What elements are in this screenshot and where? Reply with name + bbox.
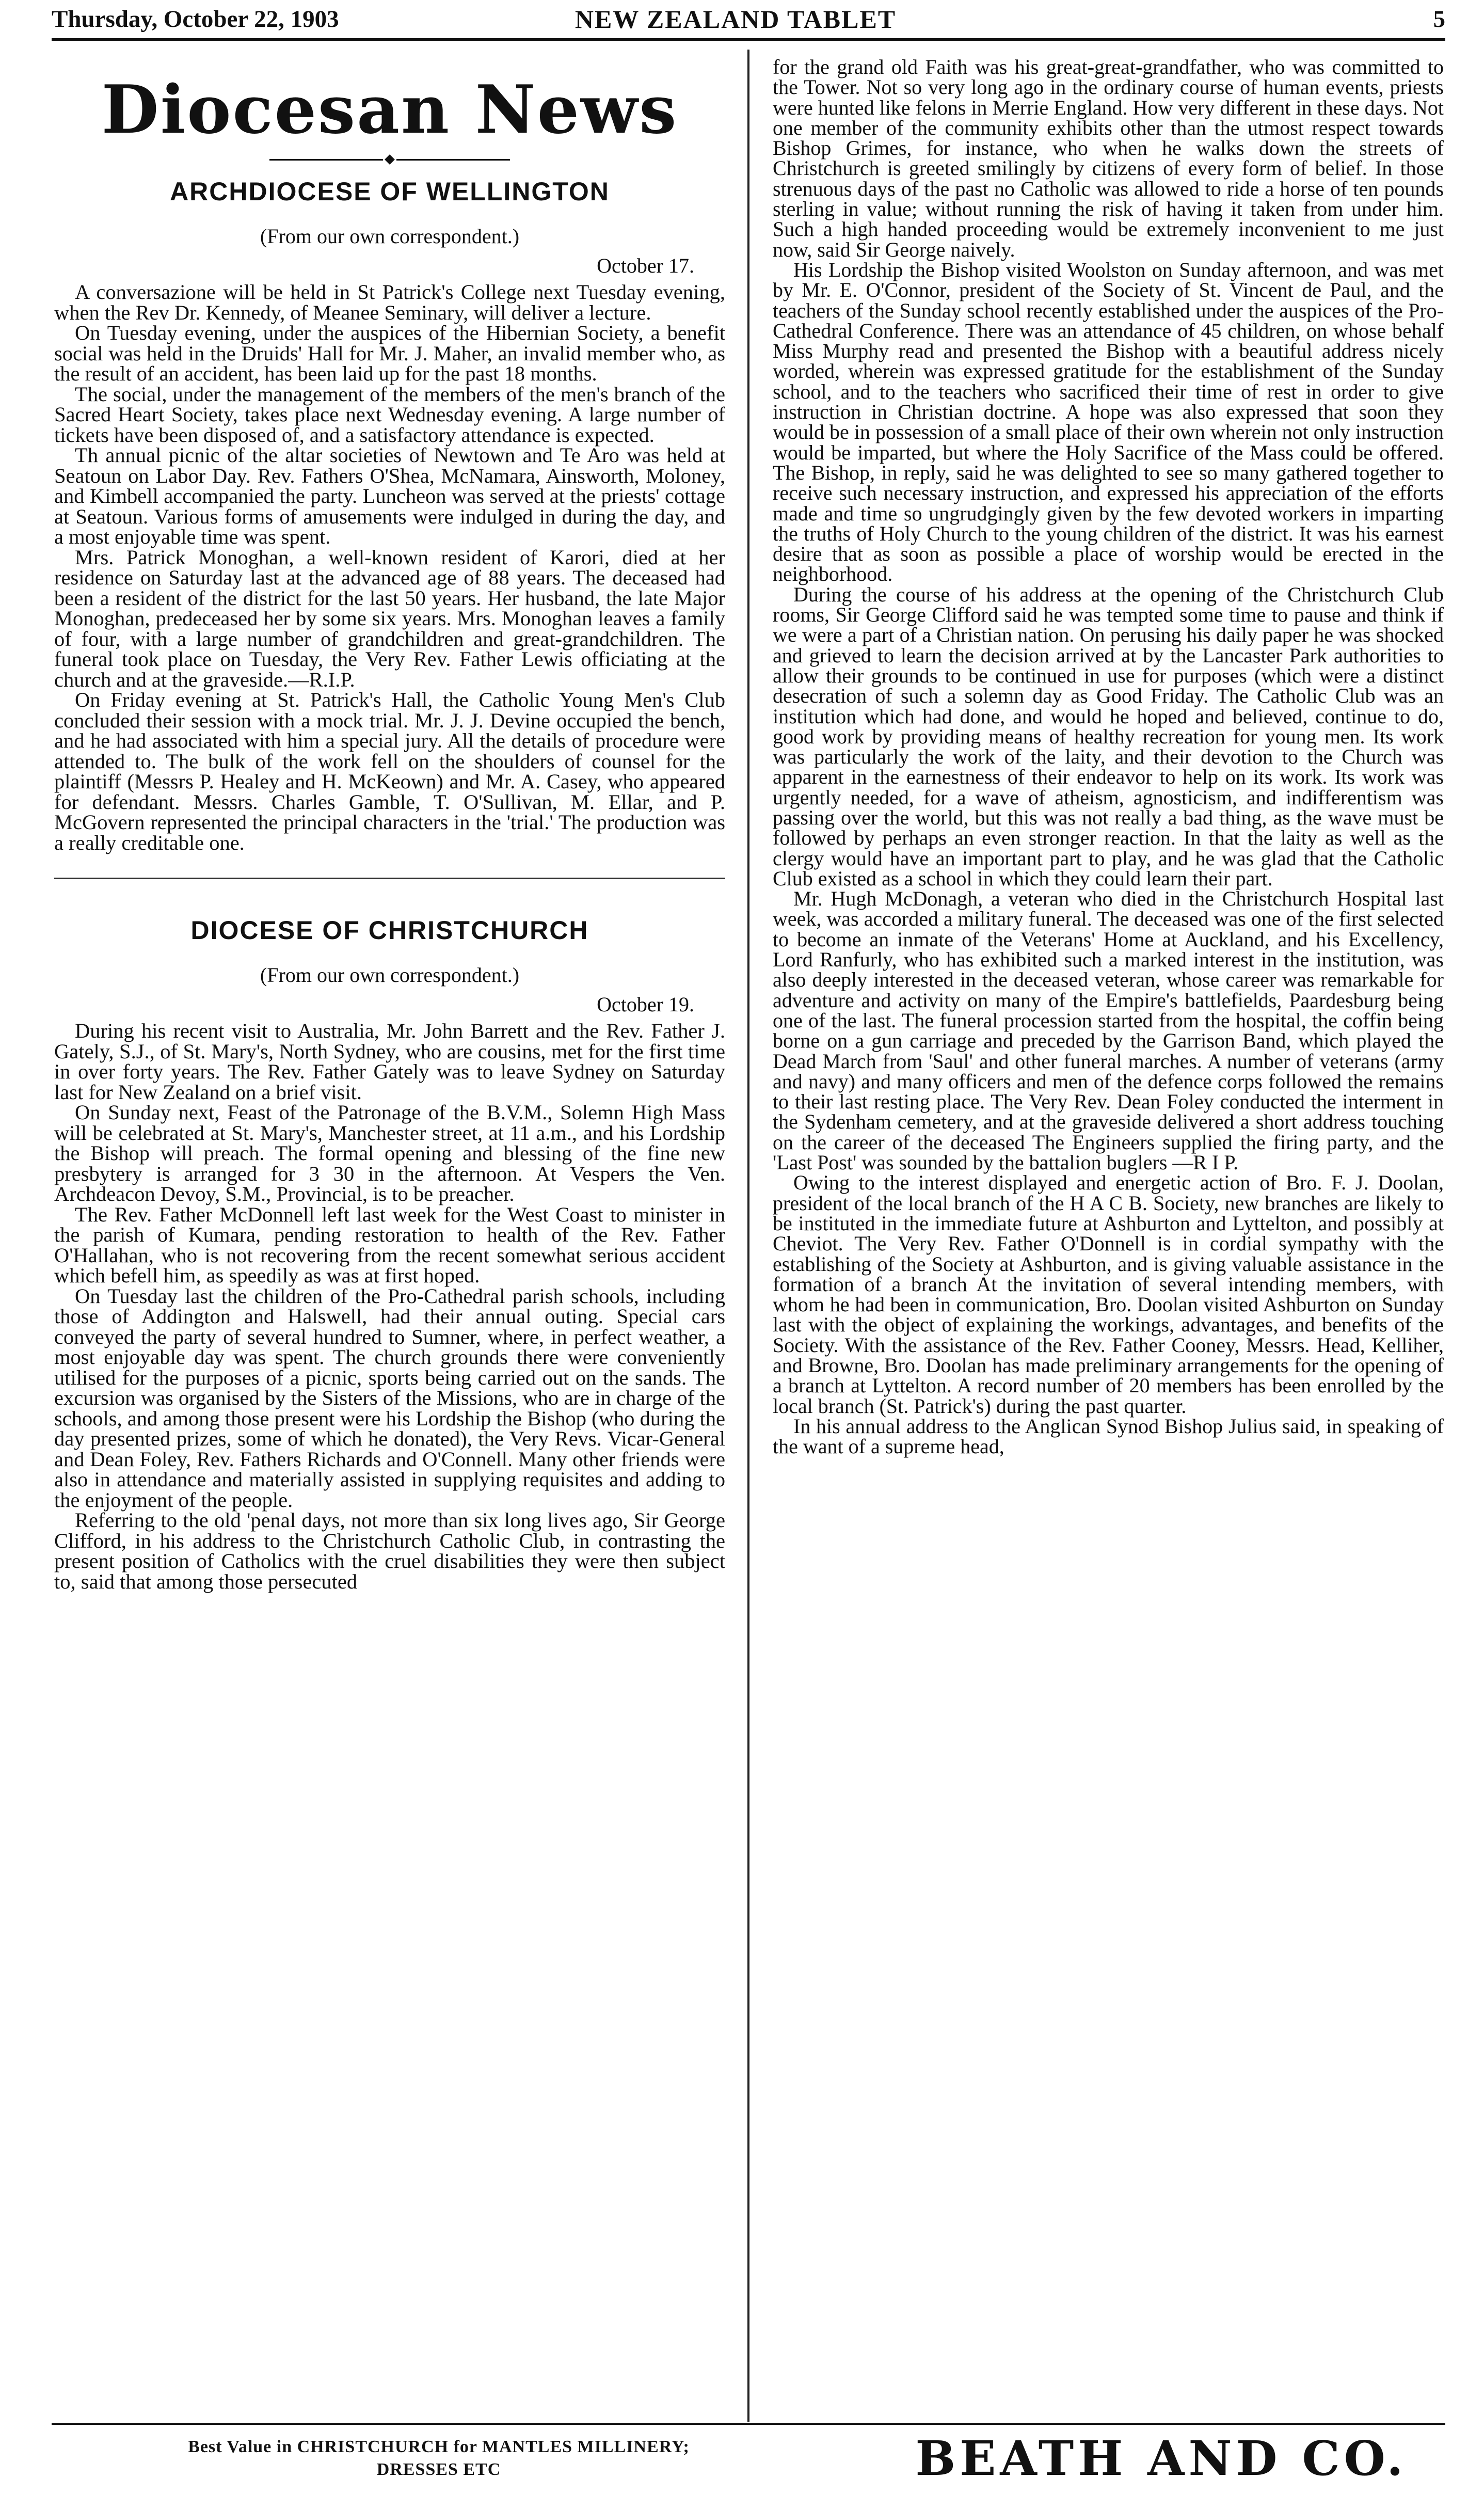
wellington-heading: ARCHDIOCESE OF WELLINGTON — [170, 177, 610, 206]
ornament-divider — [54, 152, 725, 167]
article-paragraph: In his annual address to the Anglican Synod Bishop Julius said, in speaking of the want of a supreme head, — [773, 1414, 1444, 1458]
page-number: 5 — [1433, 6, 1445, 33]
christchurch-heading: DIOCESE OF CHRISTCHURCH — [190, 916, 589, 945]
right-column — [773, 57, 1444, 1456]
article-paragraph: A conversazione will be held in St Patrick's College next Tuesday evening, when the Rev Dr. Kennedy, of Meanee Seminary, will deliver a lecture. — [54, 280, 725, 324]
article-paragraph: Th annual picnic of the altar societies of Newtown and Te Aro was held at Seatoun on Labor Day. Rev. Fathers O'Shea, McNamara, Ainsworth, Moloney, and Kimbell accompanied the party. Luncheon was served at the priests' cottage at Seatoun. Various forms of amusements were indulged in during the day, and a most enjoyable time was spent. — [54, 443, 725, 549]
article-paragraph: The social, under the management of the members of the men's branch of the Sacred Heart Society, takes place next Wednesday evening. A large number of tickets have been disposed of, and a satisfactory attendance is expected. — [54, 382, 725, 447]
column-divider — [747, 50, 749, 2422]
diamond-icon — [385, 154, 395, 165]
footer-advert-text — [103, 2436, 774, 2481]
publication-title: NEW ZEALAND TABLET — [575, 5, 897, 34]
article-paragraph: On Friday evening at St. Patrick's Hall, the Catholic Young Men's Club concluded their session with a mock trial. Mr. J. J. Devine occupied the bench, and he had associated with him a special jury. All the details of procedure were attended to. The bulk of the work fell on the shoulders of counsel for the plaintiff (Messrs P. Healey and H. McKeown) and Mr. A. Casey, who appeared for defendant. Messrs. Charles Gamble, T. O'Sullivan, M. Ellar, and P. McGovern represented the principal characters in the 'trial.' The production was a really creditable one. — [54, 688, 725, 854]
article-paragraph: Mr. Hugh McDonagh, a veteran who died in the Christchurch Hospital last week, was accorded a military funeral. The deceased was one of the first selected to become an inmate of the Veterans' Home at Auckland, and his Excellency, Lord Ranfurly, who has exhibited such a marked interest in the institution, was also deeply interested in the deceased veteran, whose career was remarkable for adventure and activity on many of the Empire's battlefields, Paardesburg being one of the last. The funeral procession started from the hospital, the coffin being borne on a gun carriage and preceded by the Garrison Band, which played the Dead March from 'Saul' and other funeral marches. A number of veterans (army and navy) and many officers and men of the defence corps followed the remains to their last resting place. The Very Rev. Dean Foley conducted the interment in the Sydenham cemetery, and at the graveside delivered a short address touching on the career of the deceased The Engineers supplied the firing party, and the 'Last Post' was sounded by the battalion buglers —R I P. — [773, 887, 1444, 1174]
article-paragraph: His Lordship the Bishop visited Woolston on Sunday afternoon, and was met by Mr. E. O'Connor, president of the Society of St. Vincent de Paul, and the teachers of the Sunday school recently established under the auspices of the Pro-Cathedral Conference. There was an attendance of 45 children, on whose behalf Miss Murphy read and presented the Bishop with a beautiful address nicely worded, wherein was expressed gratitude for the establishment of the Sunday school, and to the teachers who sacrificed their time of rest in order to give instruction in Christian doctrine. A hope was also expressed that soon they would be in possession of a small place of their own wherein not only instruction would be imparted, but where the Holy Sacrifice of the Mass could be offered. The Bishop, in reply, said he was delighted to see so many gathered together to receive such necessary instruction, and expressed his appreciation of the efforts made and time so ungrudgingly given by the few devoted workers in imparting the truths of Holy Church to the young children of the district. It was his earnest desire that as soon as possible a place of worship would be erected in the neighborhood. — [773, 258, 1444, 586]
wellington-section — [54, 177, 725, 853]
advert-line: Best Value in CHRISTCHURCH for MANTLES MILLINERY; — [188, 2437, 690, 2456]
article-paragraph: On Tuesday last the children of the Pro-Cathedral parish schools, including those of Addington and Halswell, had their annual outing. Special cars conveyed the party of several hundred to Sumner, where, in perfect weather, a most enjoyable day was spent. The church grounds there were conveniently utilised for the purposes of a picnic, sports being carried out on the sands. The excursion was organised by the Sisters of the Missions, who are in charge of the schools, and among those present were his Lordship the Bishop (who during the day presented prizes, some of which he donated), the Very Revs. Vicar-General and Dean Foley, Rev. Fathers Richards and O'Connell. Many other friends were also in attendance and materially assisted in supplying requisites and adding to the enjoyment of the people. — [54, 1284, 725, 1512]
advertiser-name: BEATH AND CO. — [915, 2431, 1408, 2486]
wellington-date: October 17. — [597, 254, 694, 278]
article-paragraph: Mrs. Patrick Monoghan, a well-known resident of Karori, died at her residence on Saturday last at the advanced age of 88 years. The deceased had been a resident of the district for the last 50 years. Her husband, the late Major Monoghan, predeceased her by some six years. Mrs. Monoghan leaves a family of four, with a large number of grandchildren and great-grandchildren. The funeral took place on Tuesday, the Very Rev. Father Lewis officiating at the church and at the graveside.—R.I.P. — [54, 545, 725, 691]
footer-rule — [52, 2423, 1445, 2425]
article-paragraph: Referring to the old 'penal days, not more than six long lives ago, Sir George Clifford, in his address to the Christchurch Catholic Club, in contrasting the present position of Catholics with the cruel disabilities they were then subject to, said that among those persecuted — [54, 1508, 725, 1593]
christchurch-byline: (From our own correspondent.) — [260, 963, 520, 987]
christchurch-date: October 19. — [597, 993, 694, 1016]
article-paragraph: During his recent visit to Australia, Mr. John Barrett and the Rev. Father J. Gately, S.J., of St. Mary's, North Sydney, who are cousins, met for the first time in over forty years. The Rev. Father Gately was to leave Sydney on Saturday last for New Zealand on a brief visit. — [54, 1019, 725, 1104]
issue-date: Thursday, October 22, 1903 — [52, 6, 339, 33]
section-rule — [54, 878, 725, 879]
christchurch-section — [54, 915, 725, 1592]
left-column — [54, 57, 725, 1592]
wellington-byline: (From our own correspondent.) — [260, 225, 520, 248]
section-masthead: Diocesan News — [101, 71, 678, 149]
continued-paragraph: for the grand old Faith was his great-great-grandfather, who was committed to the Tower. Not so very long ago in the ordinary course of human events, priests were hunted like felons in Merrie England. How very different in these days. Not one member of the community exhibits other than the utmost respect towards Bishop Grimes, for instance, who when he walks down the streets of Christchurch is greeted smilingly by citizens of every form of belief. In those strenuous days of the past no Catholic was allowed to ride a horse of ten pounds sterling in value; without running the risk of having it taken from under him. Such a high handed proceeding would be extremely inconvenient to me just now, said Sir George naively. — [773, 55, 1444, 261]
article-paragraph: On Sunday next, Feast of the Patronage of the B.V.M., Solemn High Mass will be celebrated at St. Mary's, Manchester street, at 11 a.m., and his Lordship the Bishop will preach. The formal opening and blessing of the fine new presbytery is arranged for 3 30 in the afternoon. At Vespers the Ven. Archdeacon Devoy, S.M., Provincial, is to be preacher. — [54, 1101, 725, 1206]
ornament-line — [269, 159, 383, 161]
ornament-line — [396, 159, 510, 161]
article-paragraph: Owing to the interest displayed and energetic action of Bro. F. J. Doolan, president of the local branch of the H A C B. Society, new branches are likely to be instituted in the immediate future at Ashburton and Lyttelton, and possibly at Cheviot. The Very Rev. Father O'Donnell is in cordial sympathy with the establishing of the Society at Ashburton, and is giving valuable assistance in the formation of a branch At the invitation of several intending members, with whom he had been in communication, Bro. Doolan visited Ashburton on Sunday last with the object of explaining the workings, advantages, and benefits of the Society. With the assistance of the Rev. Father Cooney, Messrs. Head, Kelliher, and Browne, Bro. Doolan has made preliminary arrangements for the opening of a branch at Lyttelton. A record number of 20 members has been enrolled by the local branch (St. Patrick's) during the past quarter. — [773, 1171, 1444, 1418]
article-paragraph: On Tuesday evening, under the auspices of the Hibernian Society, a benefit social was held in the Druids' Hall for Mr. J. Maher, an invalid member who, as the result of an accident, has been laid up for the past 18 months. — [54, 321, 725, 386]
article-paragraph: The Rev. Father McDonnell left last week for the West Coast to minister in the parish of Kumara, pending restoration to health of the Rev. Father O'Hallahan, who is not recovering from the recent somewhat serious accident which befell him, as speedily as was at first hoped. — [54, 1202, 725, 1288]
advert-line: DRESSES ETC — [376, 2460, 501, 2479]
article-paragraph: During the course of his address at the opening of the Christchurch Club rooms, Sir George Clifford said he was tempted some time to pause and think if we were a part of a Christian nation. On perusing his daily paper he was shocked and grieved to learn the decision arrived at by the Lancaster Park authorities to allow their grounds to be continued in use for purposes (which were a distinct desecration of such a solemn day as Good Friday. The Catholic Club was an institution which had done, and would he hoped and believed, continue to do, good work by providing means of healthy recreation for young men. Its work was particularly the work of the laity, and their devotion to the Church was apparent in the earnestness of their endeavor to help on its work. Its work was urgently needed, for a wave of atheism, agnosticism, and indifferentism was passing over the world, but this was not really a bad thing, as the wave must be followed by perhaps an even stronger reaction. In that the laity as well as the clergy would have an important part to play, and he was glad that the Catholic Club existed as a school in which they could learn their part. — [773, 582, 1444, 890]
page-header — [52, 2, 1445, 41]
